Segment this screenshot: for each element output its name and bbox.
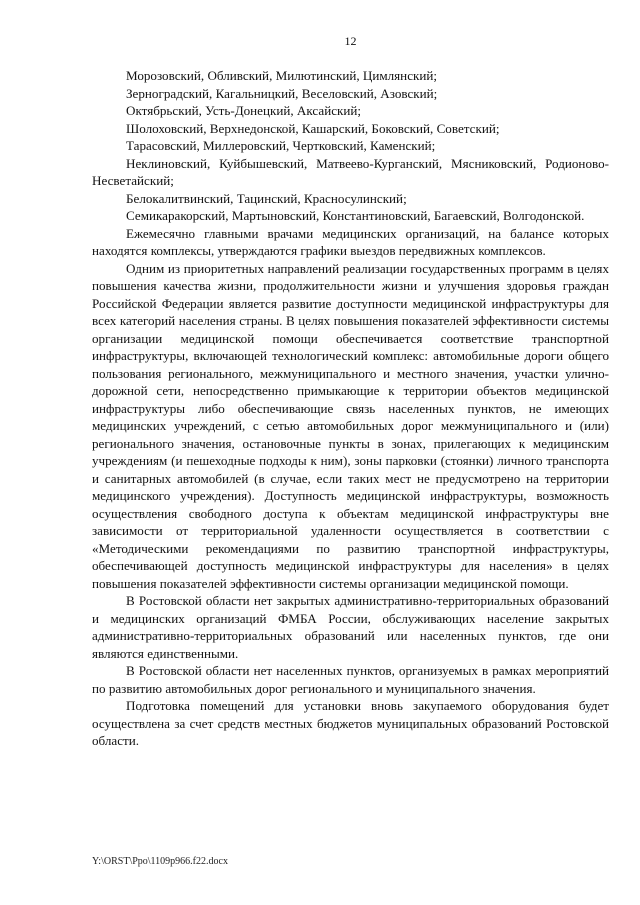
district-list-line: Тарасовский, Миллеровский, Чертковский, Каменский;	[126, 138, 436, 153]
district-list-line: Октябрьский, Усть-Донецкий, Аксайский;	[126, 103, 362, 118]
district-list-line: Зерноградский, Кагальницкий, Веселовский, Азовский;	[126, 85, 438, 101]
body-paragraph: Подготовка помещений для установки вновь закупаемого оборудования будет осуществлена за счет средств местных бюджетов муниципальных образований Ростовской области.	[92, 698, 609, 748]
district-list-line: Шолоховский, Верхнедонской, Кашарский, Боковский, Советский;	[126, 120, 500, 136]
body-paragraph: Одним из приоритетных направлений реализации государственных программ в целях повышения качества жизни, продолжительности жизни и улучшения здоровья граждан Российской Федерации является развитие доступности медицинской инфраструктуры для всех категорий населения страны. В целях повышения показателей эффективности системы организации медицинской помощи обеспечивается соответствие транспортной инфраструктуры, включающей технологический комплекс: автомобильные дороги общего пользования регионального, межмуниципального и местного значения, участки улично-дорожной сети, непосредственно примыкающие к территории объектов медицинской инфраструктуры либо обеспечивающие связь населенных пунктов, не имеющих медицинских учреждений, с сетью автомобильных дорог межмуниципального и (или) регионального значения, остановочные пункты в зонах, прилегающих к медицинским учреждениям (и пешеходные подходы к ним), зоны парковки (стоянки) личного транспорта и санитарных автомобилей (в случае, если таких мест не предусмотрено на территории медицинского учреждения). Доступность медицинской инфраструктуры, возможность осуществления свободного доступа к объектам медицинской инфраструктуры вне зависимости от территориальной удаленности осуществляется в соответствии с «Методическими рекомендациями по развитию транспортной инфраструктуры, обеспечивающей доступность медицинской инфраструктуры для населения» в целях повышения показателей эффективности системы организации медицинской помощи.	[92, 260, 609, 591]
body-paragraph: Ежемесячно главными врачами медицинских организаций, на балансе которых находятся комплексы, утверждаются графики выездов передвижных комплексов.	[92, 225, 609, 258]
document-body	[92, 67, 609, 750]
file-path-footer: Y:\ORST\Ppo\1109p966.f22.docx	[92, 856, 228, 867]
page-number: 12	[344, 34, 357, 48]
district-list-paragraph: Семикаракорский, Мартыновский, Константиновский, Багаевский, Волгодонской.	[126, 208, 585, 223]
district-list-line: Белокалитвинский, Тацинский, Красносулинский;	[126, 190, 407, 206]
body-paragraph: В Ростовской области нет закрытых административно-территориальных образований и медицинских организаций ФМБА России, обслуживающих население закрытых административно-территориальных образований или населенных пунктов, где они являются единственными.	[92, 593, 609, 661]
district-list-paragraph: Неклиновский, Куйбышевский, Матвеево-Курганский, Мясниковский, Родионово-Несветайский;	[92, 155, 609, 188]
district-list-line: Морозовский, Обливский, Милютинский, Цимлянский;	[126, 68, 438, 83]
body-paragraph: В Ростовской области нет населенных пунктов, организуемых в рамках мероприятий по развитию автомобильных дорог регионального и муниципального значения.	[92, 663, 609, 696]
